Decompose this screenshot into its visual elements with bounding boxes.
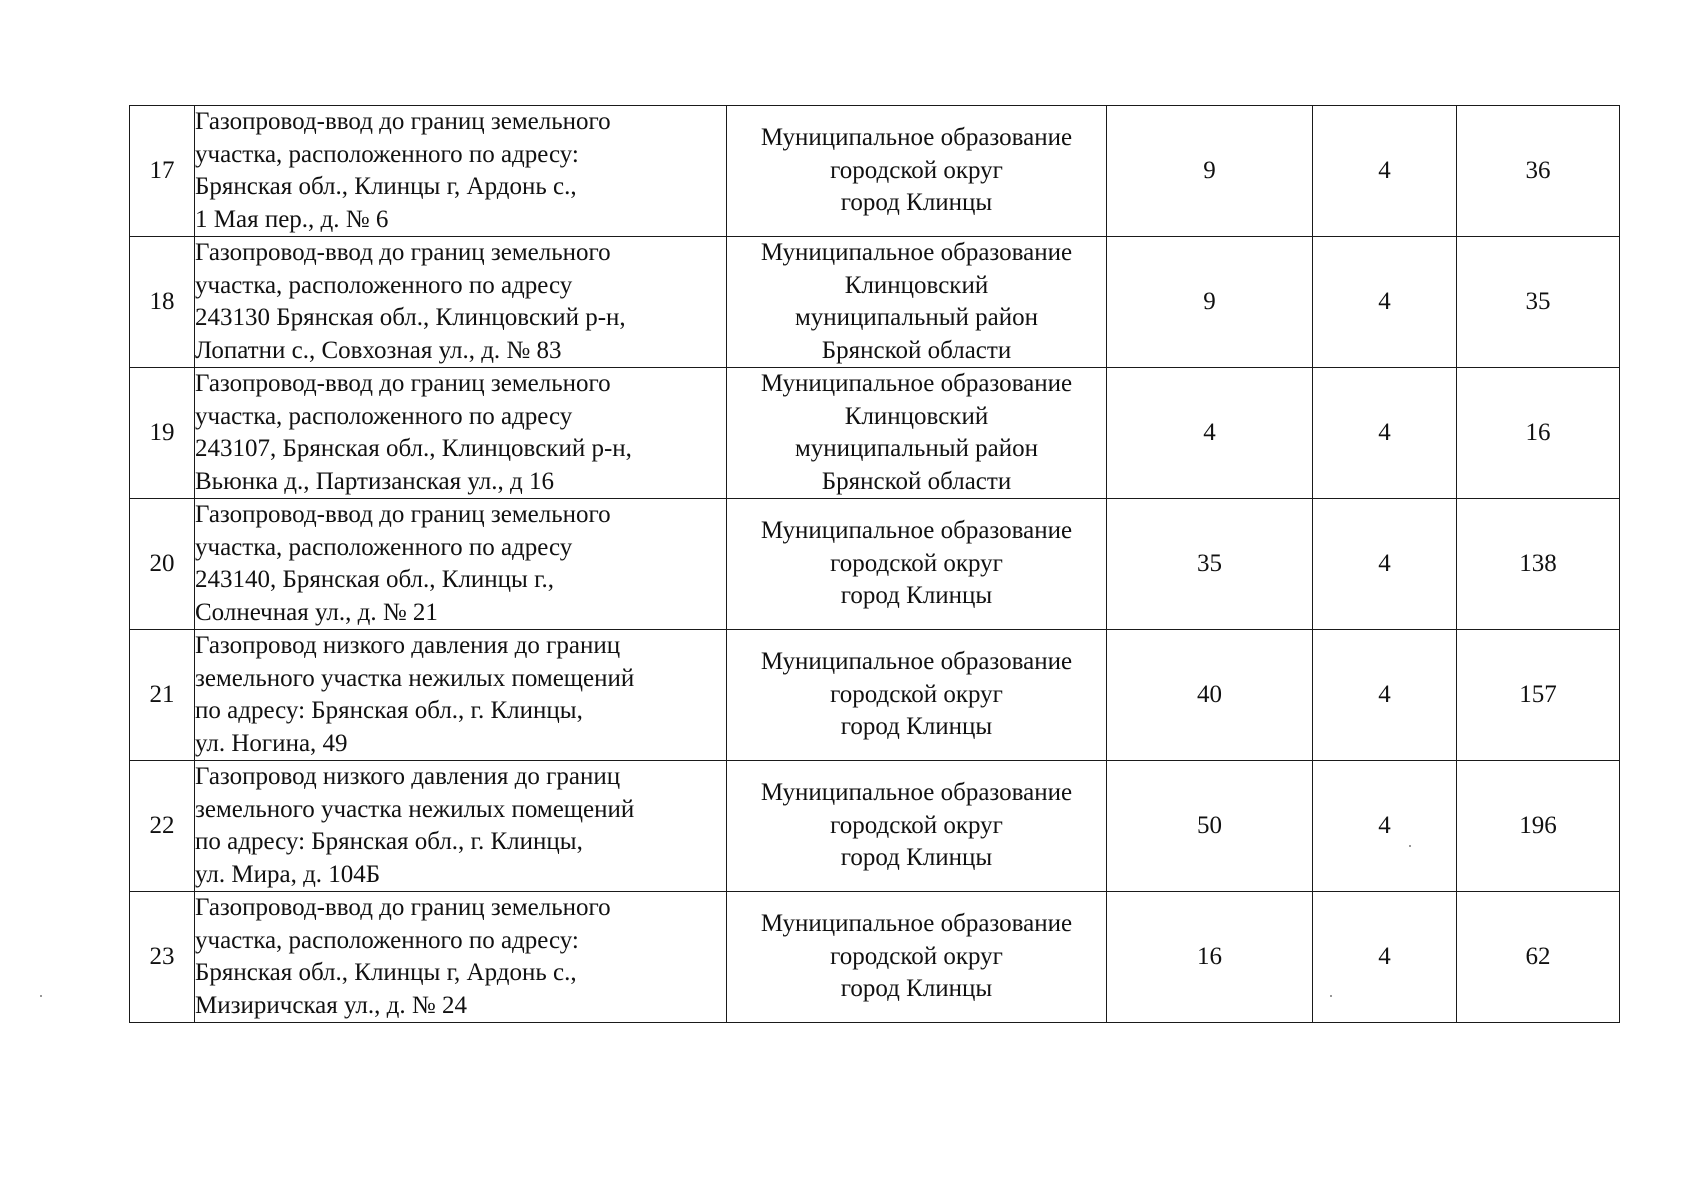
value-col-1: 16: [1107, 892, 1313, 1023]
row-number: 20: [130, 499, 195, 630]
owner-municipality: Муниципальное образование Клинцовский муниципальный район Брянской области: [727, 237, 1107, 368]
pipeline-description: Газопровод-ввод до границ земельного участка, расположенного по адресу: Брянская обл., Клинцы г, Ардонь с., 1 Мая пер., д. № 6: [195, 106, 727, 237]
pipeline-description: Газопровод-ввод до границ земельного участка, расположенного по адресу 243107, Брянская обл., Клинцовский р-н, Вьюнка д., Партизанская ул., д 16: [195, 368, 727, 499]
pipeline-description: Газопровод низкого давления до границ земельного участка нежилых помещений по адресу: Брянская обл., г. Клинцы, ул. Мира, д. 104Б: [195, 761, 727, 892]
owner-municipality: Муниципальное образование городской округ город Клинцы: [727, 892, 1107, 1023]
scan-speck: [40, 995, 42, 997]
owner-municipality: Муниципальное образование городской округ город Клинцы: [727, 106, 1107, 237]
value-col-2: 4: [1313, 368, 1457, 499]
value-col-1: 9: [1107, 106, 1313, 237]
table-row: [130, 761, 1620, 892]
row-number: 19: [130, 368, 195, 499]
row-number: 22: [130, 761, 195, 892]
table-row: [130, 499, 1620, 630]
pipeline-description: Газопровод-ввод до границ земельного участка, расположенного по адресу: Брянская обл., Клинцы г, Ардонь с., Мизиричская ул., д. № 24: [195, 892, 727, 1023]
scan-speck: [1409, 845, 1411, 847]
table-row: [130, 630, 1620, 761]
table-row: [130, 106, 1620, 237]
value-col-1: 4: [1107, 368, 1313, 499]
value-col-1: 35: [1107, 499, 1313, 630]
value-col-2: 4: [1313, 761, 1457, 892]
table-row: [130, 892, 1620, 1023]
value-col-2: 4: [1313, 892, 1457, 1023]
value-col-3: 35: [1457, 237, 1620, 368]
row-number: 17: [130, 106, 195, 237]
pipeline-description: Газопровод-ввод до границ земельного участка, расположенного по адресу 243140, Брянская обл., Клинцы г., Солнечная ул., д. № 21: [195, 499, 727, 630]
value-col-3: 138: [1457, 499, 1620, 630]
scan-speck: [1330, 995, 1332, 997]
pipeline-table: [129, 105, 1620, 1023]
row-number: 21: [130, 630, 195, 761]
value-col-3: 196: [1457, 761, 1620, 892]
table-row: [130, 237, 1620, 368]
table-row: [130, 368, 1620, 499]
table-body: [130, 106, 1620, 1023]
value-col-3: 157: [1457, 630, 1620, 761]
value-col-3: 62: [1457, 892, 1620, 1023]
value-col-1: 40: [1107, 630, 1313, 761]
owner-municipality: Муниципальное образование городской округ город Клинцы: [727, 499, 1107, 630]
value-col-2: 4: [1313, 499, 1457, 630]
owner-municipality: Муниципальное образование Клинцовский муниципальный район Брянской области: [727, 368, 1107, 499]
value-col-2: 4: [1313, 237, 1457, 368]
row-number: 23: [130, 892, 195, 1023]
pipeline-description: Газопровод низкого давления до границ земельного участка нежилых помещений по адресу: Брянская обл., г. Клинцы, ул. Ногина, 49: [195, 630, 727, 761]
owner-municipality: Муниципальное образование городской округ город Клинцы: [727, 761, 1107, 892]
value-col-1: 50: [1107, 761, 1313, 892]
row-number: 18: [130, 237, 195, 368]
owner-municipality: Муниципальное образование городской округ город Клинцы: [727, 630, 1107, 761]
value-col-2: 4: [1313, 106, 1457, 237]
value-col-3: 16: [1457, 368, 1620, 499]
pipeline-description: Газопровод-ввод до границ земельного участка, расположенного по адресу 243130 Брянская обл., Клинцовский р-н, Лопатни с., Совхозная ул., д. № 83: [195, 237, 727, 368]
value-col-3: 36: [1457, 106, 1620, 237]
value-col-1: 9: [1107, 237, 1313, 368]
value-col-2: 4: [1313, 630, 1457, 761]
